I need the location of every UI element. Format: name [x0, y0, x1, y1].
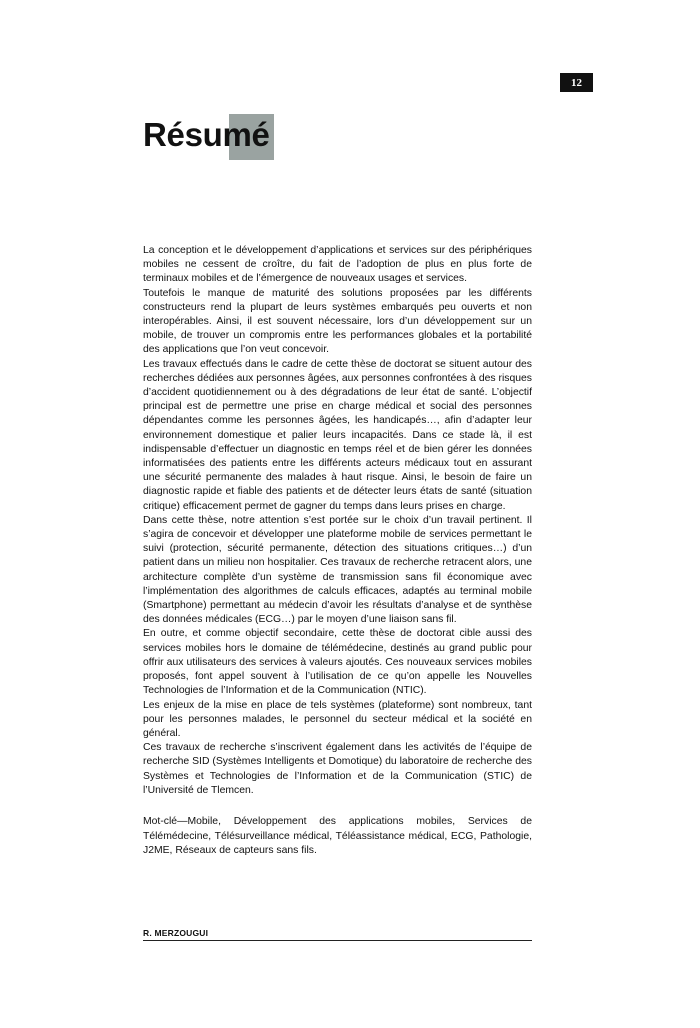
page-title: Résumé: [143, 116, 270, 153]
page-number: 12: [560, 73, 593, 92]
footer-author: R. MERZOUGUI: [143, 928, 209, 938]
keywords: Mot-clé—Mobile, Développement des applications mobiles, Services de Télémédecine, Télésurveillance médical, Téléassistance médical, ECG, Pathologie, J2ME, Réseaux de capteurs sans fils.: [143, 816, 532, 857]
paragraph-7: Ces travaux de recherche s’inscrivent également dans les activités de l’équipe de recherche SID (Systèmes Intelligents et Domotique) du laboratoire de recherche des Systèmes et Technologies de l’Information et de la Communication (STIC) de l’Université de Tlemcen.: [143, 742, 532, 796]
title-block: [143, 112, 270, 160]
paragraph-6: Les enjeux de la mise en place de tels systèmes (plateforme) sont nombreux, tant pour les personnes malades, le personnel du secteur médical et la société en général.: [143, 699, 532, 739]
paragraph-2: Toutefois le manque de maturité des solutions proposées par les différents constructeurs rend la plupart de leurs systèmes embarqués peu ouverts et non interopérables. Ainsi, il est souvent nécessaire, lors d’un développement sur un mobile, de trouver un compromis entre les performances globales et la portabilité des applications que l’on veut concevoir.: [143, 287, 532, 356]
paragraph-1: La conception et le développement d’applications et services sur des périphériques mobiles ne cessent de croître, du fait de l’adoption de plus en plus forte de terminaux mobiles et de l’émergence de nouveaux usages et services.: [143, 245, 532, 285]
paragraph-5: En outre, et comme objectif secondaire, cette thèse de doctorat cible aussi des services mobiles hors le domaine de télémédecine, destinés au grand public pour offrir aux utilisateurs des services à valeurs ajoutés. Ces nouveaux services mobiles proposés, font appel souvent à l’utilisation de ce qu’on appelle les Nouvelles Technologies de l’Information et de la Communication (NTIC).: [143, 628, 532, 697]
abstract-body: [143, 244, 532, 798]
footer-rule: [143, 940, 532, 941]
paragraph-3: Les travaux effectués dans le cadre de cette thèse de doctorat se situent autour des recherches dédiées aux personnes âgées, aux personnes confrontées à des risques d’accident quotidiennement ou à des dégradations de leur état de santé. L’objectif principal est de permettre une prise en charge médical et social des personnes dépendantes comme les personnes âgées, les handicapés…, afin d’adapter leur environnement domestique et palier leurs incapacités. Dans ce stade là, il est indispensable d’effectuer un diagnostic en temps réel et de bien gérer les données informatisées des patients entre les différents acteurs médicaux tout en assurant une sécurité permanente des malades à haut risque. Ainsi, le besoin de faire un diagnostic rapide et fiable des patients et de détecter leurs états de santé (situation critique) efficacement permet de gagner du temps dans leurs prises en charge.: [143, 358, 532, 512]
paragraph-4: Dans cette thèse, notre attention s’est portée sur le choix d’un travail pertinent. Il s’agira de concevoir et développer une plateforme mobile de services permettant le suivi (protection, sécurité permanente, détection des situations critiques…) d’un patient dans un milieu non hospitalier. Ces travaux de recherche retracent alors, une architecture complète d’un système de transmission sans fil économique avec l’implémentation des algorithmes de calculs efficaces, adaptés au terminal mobile (Smartphone) permettant au médecin d’avoir les résultats d’analyse et de synthèse des données médicales (ECG…) par le moyen d’une liaison sans fil.: [143, 514, 532, 626]
